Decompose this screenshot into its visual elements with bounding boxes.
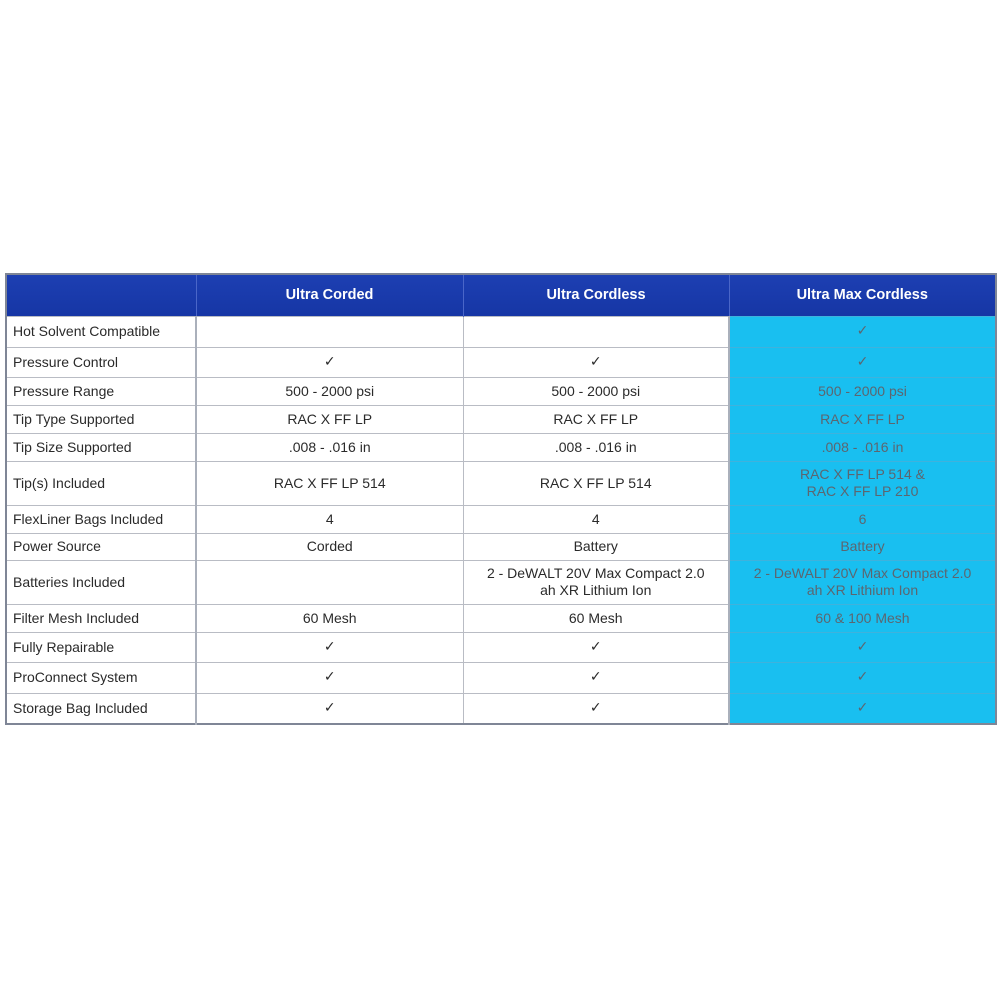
row-label: Fully Repairable bbox=[6, 632, 196, 662]
table-cell: Corded bbox=[196, 533, 463, 560]
table-cell: 6 bbox=[729, 505, 996, 533]
table-row bbox=[6, 533, 996, 560]
table-cell: 4 bbox=[463, 505, 729, 533]
row-label: Hot Solvent Compatible bbox=[6, 316, 196, 347]
table-cell: RAC X FF LP bbox=[463, 405, 729, 433]
table-cell: 2 - DeWALT 20V Max Compact 2.0 ah XR Lithium Ion bbox=[463, 560, 729, 604]
table-cell: .008 - .016 in bbox=[196, 433, 463, 461]
row-label: Pressure Range bbox=[6, 377, 196, 405]
table-cell bbox=[196, 316, 463, 347]
table-cell: .008 - .016 in bbox=[729, 433, 996, 461]
table-row bbox=[6, 377, 996, 405]
row-label: Tip Size Supported bbox=[6, 433, 196, 461]
row-label: FlexLiner Bags Included bbox=[6, 505, 196, 533]
table-cell: .008 - .016 in bbox=[463, 433, 729, 461]
checkmark-icon: ✓ bbox=[729, 632, 996, 662]
checkmark-icon: ✓ bbox=[463, 632, 729, 662]
checkmark-icon: ✓ bbox=[196, 347, 463, 377]
checkmark-icon: ✓ bbox=[196, 693, 463, 724]
table-row bbox=[6, 560, 996, 604]
table-row bbox=[6, 461, 996, 505]
table-row bbox=[6, 632, 996, 662]
table-cell: Battery bbox=[463, 533, 729, 560]
row-label: Power Source bbox=[6, 533, 196, 560]
table-row bbox=[6, 316, 996, 347]
table-row bbox=[6, 433, 996, 461]
table-cell: Battery bbox=[729, 533, 996, 560]
table-row bbox=[6, 505, 996, 533]
table-cell: 500 - 2000 psi bbox=[196, 377, 463, 405]
checkmark-icon: ✓ bbox=[196, 662, 463, 693]
table-row bbox=[6, 347, 996, 377]
table-body bbox=[6, 316, 996, 724]
table-cell: RAC X FF LP 514 bbox=[463, 461, 729, 505]
table-row bbox=[6, 662, 996, 693]
row-label: Filter Mesh Included bbox=[6, 604, 196, 632]
table-cell: 500 - 2000 psi bbox=[463, 377, 729, 405]
table-cell: RAC X FF LP bbox=[196, 405, 463, 433]
row-label: Tip Type Supported bbox=[6, 405, 196, 433]
checkmark-icon: ✓ bbox=[463, 347, 729, 377]
row-label: Tip(s) Included bbox=[6, 461, 196, 505]
checkmark-icon: ✓ bbox=[463, 693, 729, 724]
checkmark-icon: ✓ bbox=[729, 316, 996, 347]
table-row bbox=[6, 604, 996, 632]
table-cell: RAC X FF LP bbox=[729, 405, 996, 433]
checkmark-icon: ✓ bbox=[729, 693, 996, 724]
table-cell: 2 - DeWALT 20V Max Compact 2.0 ah XR Lithium Ion bbox=[729, 560, 996, 604]
row-label: Pressure Control bbox=[6, 347, 196, 377]
header-ultra-max-cordless: Ultra Max Cordless bbox=[729, 274, 996, 316]
table-cell bbox=[463, 316, 729, 347]
checkmark-icon: ✓ bbox=[196, 632, 463, 662]
checkmark-icon: ✓ bbox=[729, 347, 996, 377]
table-cell: 60 Mesh bbox=[463, 604, 729, 632]
header-ultra-corded: Ultra Corded bbox=[196, 274, 463, 316]
checkmark-icon: ✓ bbox=[463, 662, 729, 693]
header-row bbox=[6, 274, 996, 316]
row-label: Batteries Included bbox=[6, 560, 196, 604]
table-cell: RAC X FF LP 514 & RAC X FF LP 210 bbox=[729, 461, 996, 505]
header-ultra-cordless: Ultra Cordless bbox=[463, 274, 729, 316]
table-row bbox=[6, 405, 996, 433]
row-label: Storage Bag Included bbox=[6, 693, 196, 724]
table-cell: 500 - 2000 psi bbox=[729, 377, 996, 405]
table-cell: 60 Mesh bbox=[196, 604, 463, 632]
row-label: ProConnect System bbox=[6, 662, 196, 693]
table-cell: RAC X FF LP 514 bbox=[196, 461, 463, 505]
table-cell: 60 & 100 Mesh bbox=[729, 604, 996, 632]
table-cell bbox=[196, 560, 463, 604]
table-cell: 4 bbox=[196, 505, 463, 533]
comparison-table bbox=[5, 273, 997, 725]
table-row bbox=[6, 693, 996, 724]
header-corner bbox=[6, 274, 196, 316]
checkmark-icon: ✓ bbox=[729, 662, 996, 693]
